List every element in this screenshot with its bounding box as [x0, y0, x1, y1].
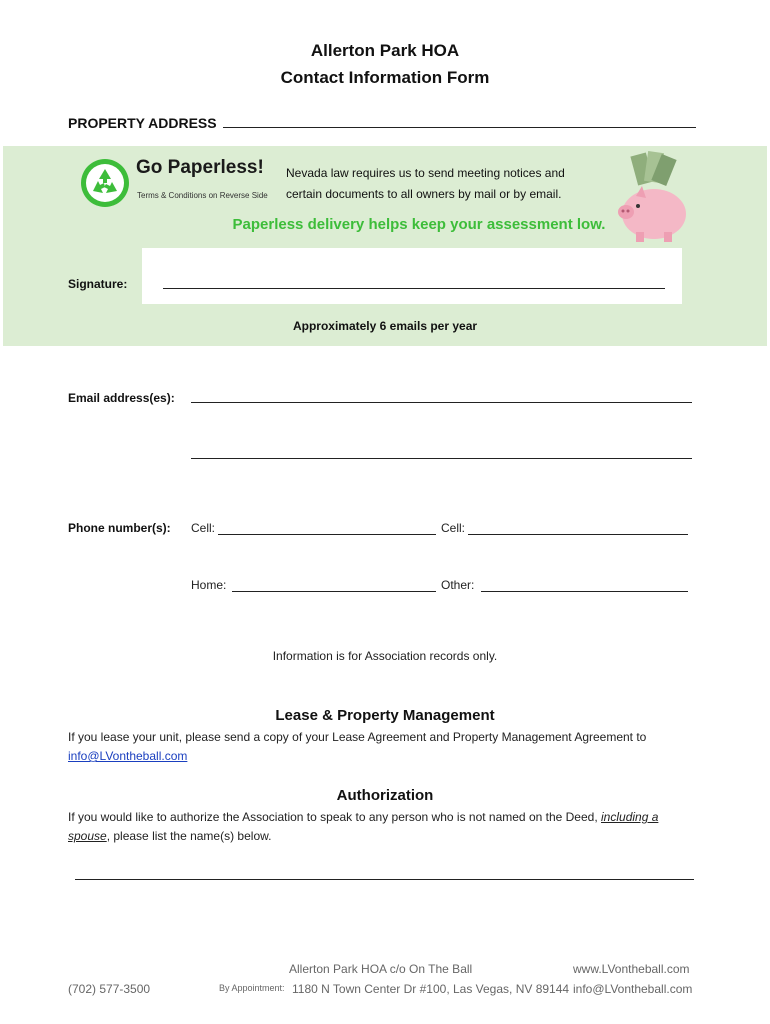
cell1-field[interactable] — [218, 534, 436, 535]
signature-field[interactable] — [163, 288, 665, 289]
authorization-heading: Authorization — [336, 787, 434, 804]
nevada-notice-line2: certain documents to all owners by mail or by email. — [286, 187, 562, 201]
other-field[interactable] — [481, 591, 688, 592]
home-field[interactable] — [232, 591, 436, 592]
email-field-1[interactable] — [191, 402, 692, 403]
form-title-line1: Allerton Park HOA — [310, 41, 460, 60]
cell1-label: Cell: — [191, 521, 216, 535]
cell2-label: Cell: — [441, 521, 466, 535]
other-label: Other: — [441, 578, 475, 592]
footer-phone: (702) 577-3500 — [68, 982, 151, 996]
footer-email[interactable]: info@LVontheball.com — [573, 982, 693, 996]
signature-label: Signature: — [68, 277, 128, 291]
lease-email-link[interactable]: info@LVontheball.com — [68, 749, 188, 763]
go-paperless-heading: Go Paperless! — [136, 157, 264, 178]
property-address-label: PROPERTY ADDRESS — [68, 115, 217, 131]
email-label: Email address(es): — [68, 391, 175, 405]
nevada-notice-line1: Nevada law requires us to send meeting notices and — [286, 166, 565, 180]
footer-website[interactable]: www.LVontheball.com — [573, 962, 690, 976]
footer-address: 1180 N Town Center Dr #100, Las Vegas, NV 89144 — [292, 982, 570, 996]
authorization-emphasis-2: spouse — [68, 829, 107, 843]
authorization-paragraph — [68, 808, 708, 846]
lease-paragraph — [68, 728, 708, 766]
signature-box — [142, 248, 682, 304]
property-address-row — [68, 114, 696, 131]
footer-appointment-label: By Appointment: — [219, 983, 285, 993]
authorization-text: If you would like to authorize the Association to speak to any person who is not named on the Deed, — [68, 810, 598, 824]
emails-per-year-note: Approximately 6 emails per year — [292, 319, 478, 333]
cell2-field[interactable] — [468, 534, 688, 535]
email-field-2[interactable] — [191, 458, 692, 459]
home-label: Home: — [191, 578, 227, 592]
form-title-line2: Contact Information Form — [280, 68, 490, 87]
paperless-tagline: Paperless delivery helps keep your assessment low. — [232, 216, 606, 233]
authorization-emphasis-1: including a — [601, 810, 659, 824]
lease-text: If you lease your unit, please send a copy of your Lease Agreement and Property Management Agreement to — [68, 730, 647, 744]
recycle-icon — [80, 158, 130, 208]
phone-label: Phone number(s): — [68, 521, 171, 535]
property-address-field[interactable] — [223, 114, 696, 128]
authorized-names-field[interactable] — [75, 879, 694, 880]
authorization-text-end: , please list the name(s) below. — [106, 829, 272, 843]
terms-note: Terms & Conditions on Reverse Side — [137, 191, 268, 200]
records-note: Information is for Association records only. — [272, 649, 498, 663]
lease-heading: Lease & Property Management — [275, 707, 495, 724]
footer-org: Allerton Park HOA c/o On The Ball — [289, 962, 473, 976]
